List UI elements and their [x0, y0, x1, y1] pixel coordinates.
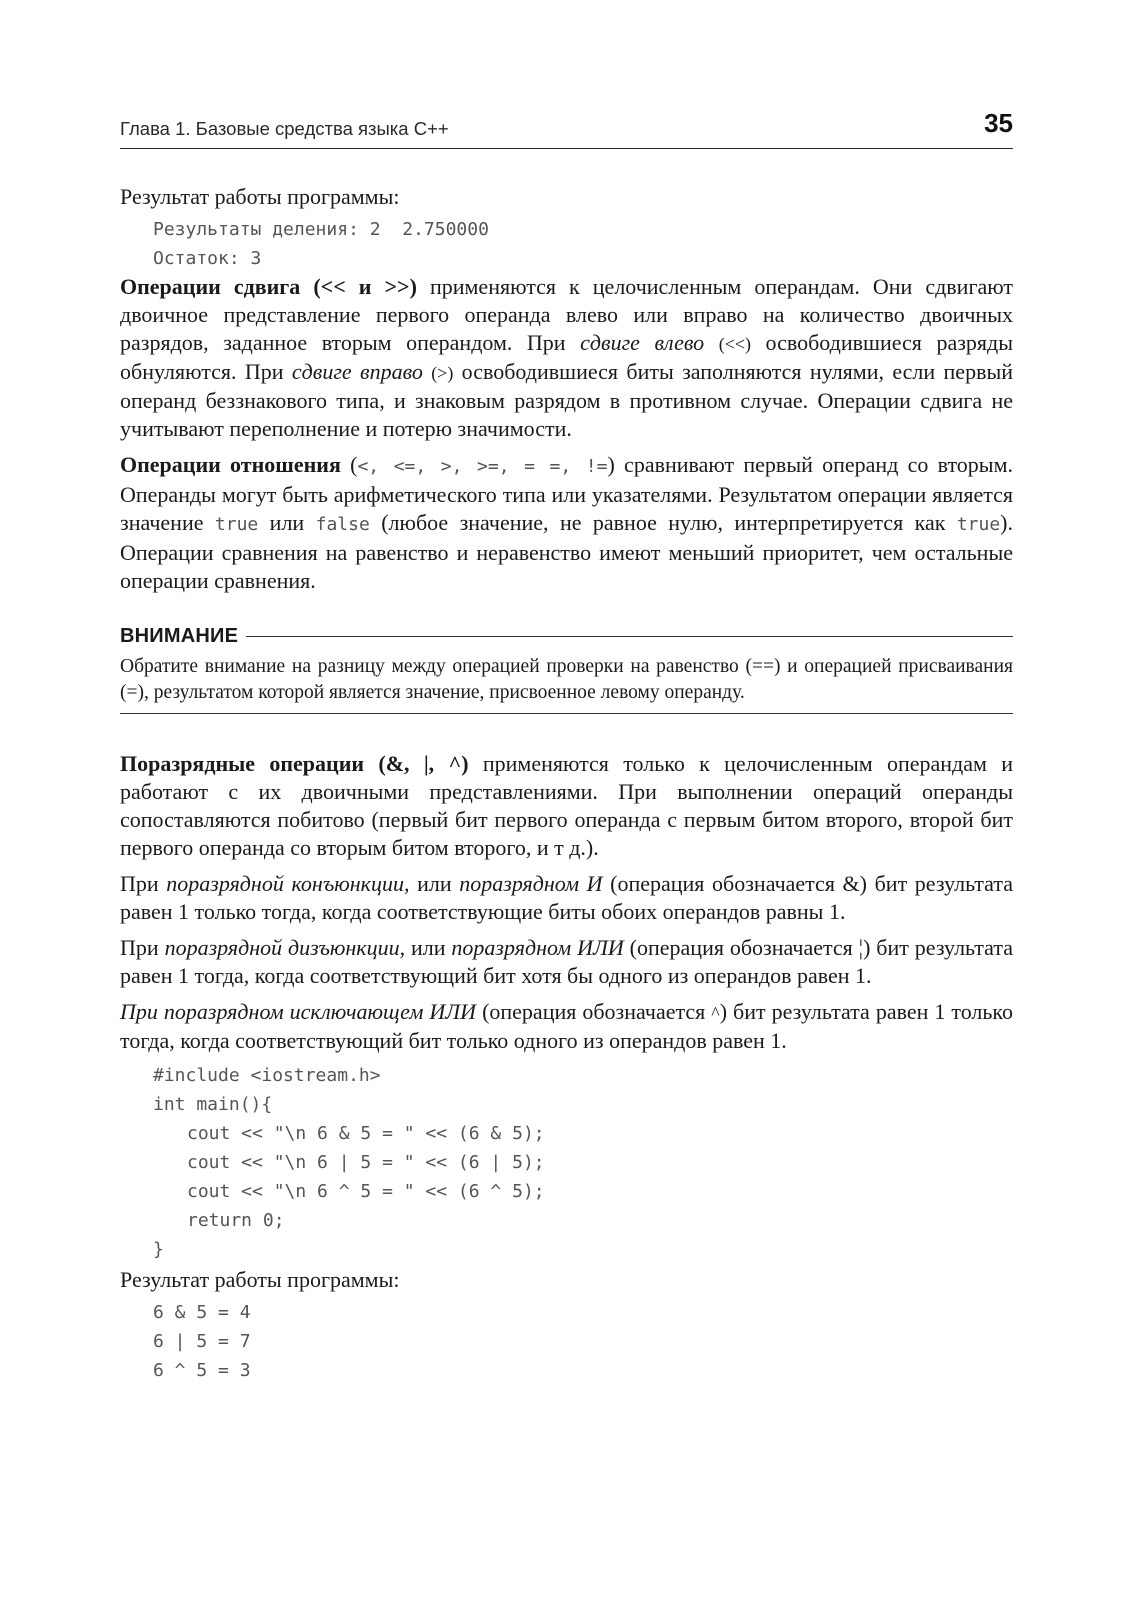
term-bitwise-xor: При поразрядном исключающем ИЛИ — [120, 999, 477, 1024]
result-output — [120, 1298, 1013, 1385]
code-line: } — [153, 1239, 164, 1260]
bitwise-paragraph: Поразрядные операции (&, |, ^) применяются только к целочисленным операндам и работают с их двоичными представлениями. При выполнении операций операнды сопоставляются побитово (первый бит первого операнда с первым битом второго, второй бит первого операнда со вторым битом второго, и т д.). — [120, 751, 1013, 860]
output-line: 6 & 5 = 4 — [153, 1302, 251, 1323]
term-bitwise-or: поразрядном ИЛИ — [451, 935, 624, 960]
relation-ops: <, <=, >, >=, = =, != — [357, 456, 608, 477]
warning-text: Обратите внимание на разницу между операцией проверки на равенство (==) и операцией присваивания (=), результатом которой является значение, присвоенное левому операнду. — [120, 656, 1013, 703]
code-line: cout << "\n 6 & 5 = " << (6 & 5); — [187, 1123, 545, 1144]
code-line: return 0; — [187, 1210, 285, 1231]
term-bitwise-and: поразрядном И — [459, 871, 603, 896]
term-shift: Операции сдвига — [120, 274, 301, 299]
relation-paragraph: Операции отношения (<, <=, >, >=, = =, !=) сравнивают первый операнд со вторым. Операнды могут быть арифметического типа или указателями. Результатом операции является значение true или false (любое значение, не равное нулю, интерпретируется как true). Операции сравнения на равенство и неравенство имеют меньший приоритет, чем остальные операции сравнения. — [120, 452, 1014, 593]
chapter-title: Глава 1. Базовые средства языка С++ — [120, 118, 449, 139]
term-shift-left: сдвиге влево — [580, 330, 705, 355]
warning-box — [120, 625, 1013, 714]
xor-paragraph: При поразрядном исключающем ИЛИ (операция обозначается ^) бит результата равен 1 только тогда, когда соответствующий бит только одного из операндов равен 1. — [120, 999, 1013, 1053]
term-conjunction: поразрядной конъюнкции, — [166, 871, 410, 896]
running-header — [120, 108, 1013, 149]
shift-ops: (<< и >>) — [313, 274, 417, 299]
warning-bottom-rule — [120, 713, 1013, 714]
output-line: 6 ^ 5 = 3 — [153, 1360, 251, 1381]
output-line: Остаток: 3 — [153, 248, 262, 269]
xor-symbol: ^ — [711, 1003, 720, 1023]
code-line: cout << "\n 6 ^ 5 = " << (6 ^ 5); — [187, 1181, 545, 1202]
or-paragraph: При поразрядной дизъюнкции, или поразрядном ИЛИ (операция обозначается ¦) бит результата равен 1 тогда, когда соответствующий бит хотя бы одного из операндов равен 1. — [120, 935, 1013, 988]
shift-paragraph: Операции сдвига (<< и >>) применяются к целочисленным операндам. Они сдвигают двоичное представление первого операнда влево или вправо на количество двоичных разрядов, заданное вторым операндом. При сдвиге влево (<<) освободившиеся разряды обнуляются. При сдвиге вправо (>) освободившиеся биты заполняются нулями, если первый операнд беззнакового типа, и знаковым разрядом в противном случае. Операции сдвига не учитывают переполнение и потерю значимости. — [120, 274, 1014, 441]
term-disjunction: поразрядной дизъюнкции, — [164, 935, 406, 960]
or-symbol: ¦ — [858, 935, 864, 960]
and-paragraph: При поразрядной конъюнкции, или поразрядном И (операция обозначается &) бит результата равен 1 только тогда, когда соответствующие биты обоих операндов равны 1. — [120, 871, 1013, 924]
code-true: true — [956, 514, 1001, 535]
warning-title: ВНИМАНИЕ — [120, 625, 239, 647]
output-line: Результаты деления: 2 2.750000 — [153, 219, 489, 240]
warning-rule — [246, 636, 1013, 637]
page-number: 35 — [984, 108, 1013, 138]
warning-header — [120, 625, 1013, 648]
code-listing — [120, 1061, 1013, 1264]
page-body — [120, 183, 1013, 1385]
result-intro: Результат работы программы: — [120, 184, 400, 209]
result-output — [120, 215, 1013, 273]
term-bitwise: Поразрядные операции (&, |, ^) — [120, 751, 469, 776]
code-true: true — [214, 514, 259, 535]
code-line: #include <iostream.h> — [153, 1065, 381, 1086]
term-shift-right: сдвиге вправо — [291, 359, 423, 384]
output-line: 6 | 5 = 7 — [153, 1331, 251, 1352]
term-relation: Операции отношения — [120, 452, 341, 477]
code-line: int main(){ — [153, 1094, 273, 1115]
code-line: cout << "\n 6 | 5 = " << (6 | 5); — [187, 1152, 545, 1173]
code-false: false — [315, 514, 370, 535]
result-intro: Результат работы программы: — [120, 1267, 400, 1292]
